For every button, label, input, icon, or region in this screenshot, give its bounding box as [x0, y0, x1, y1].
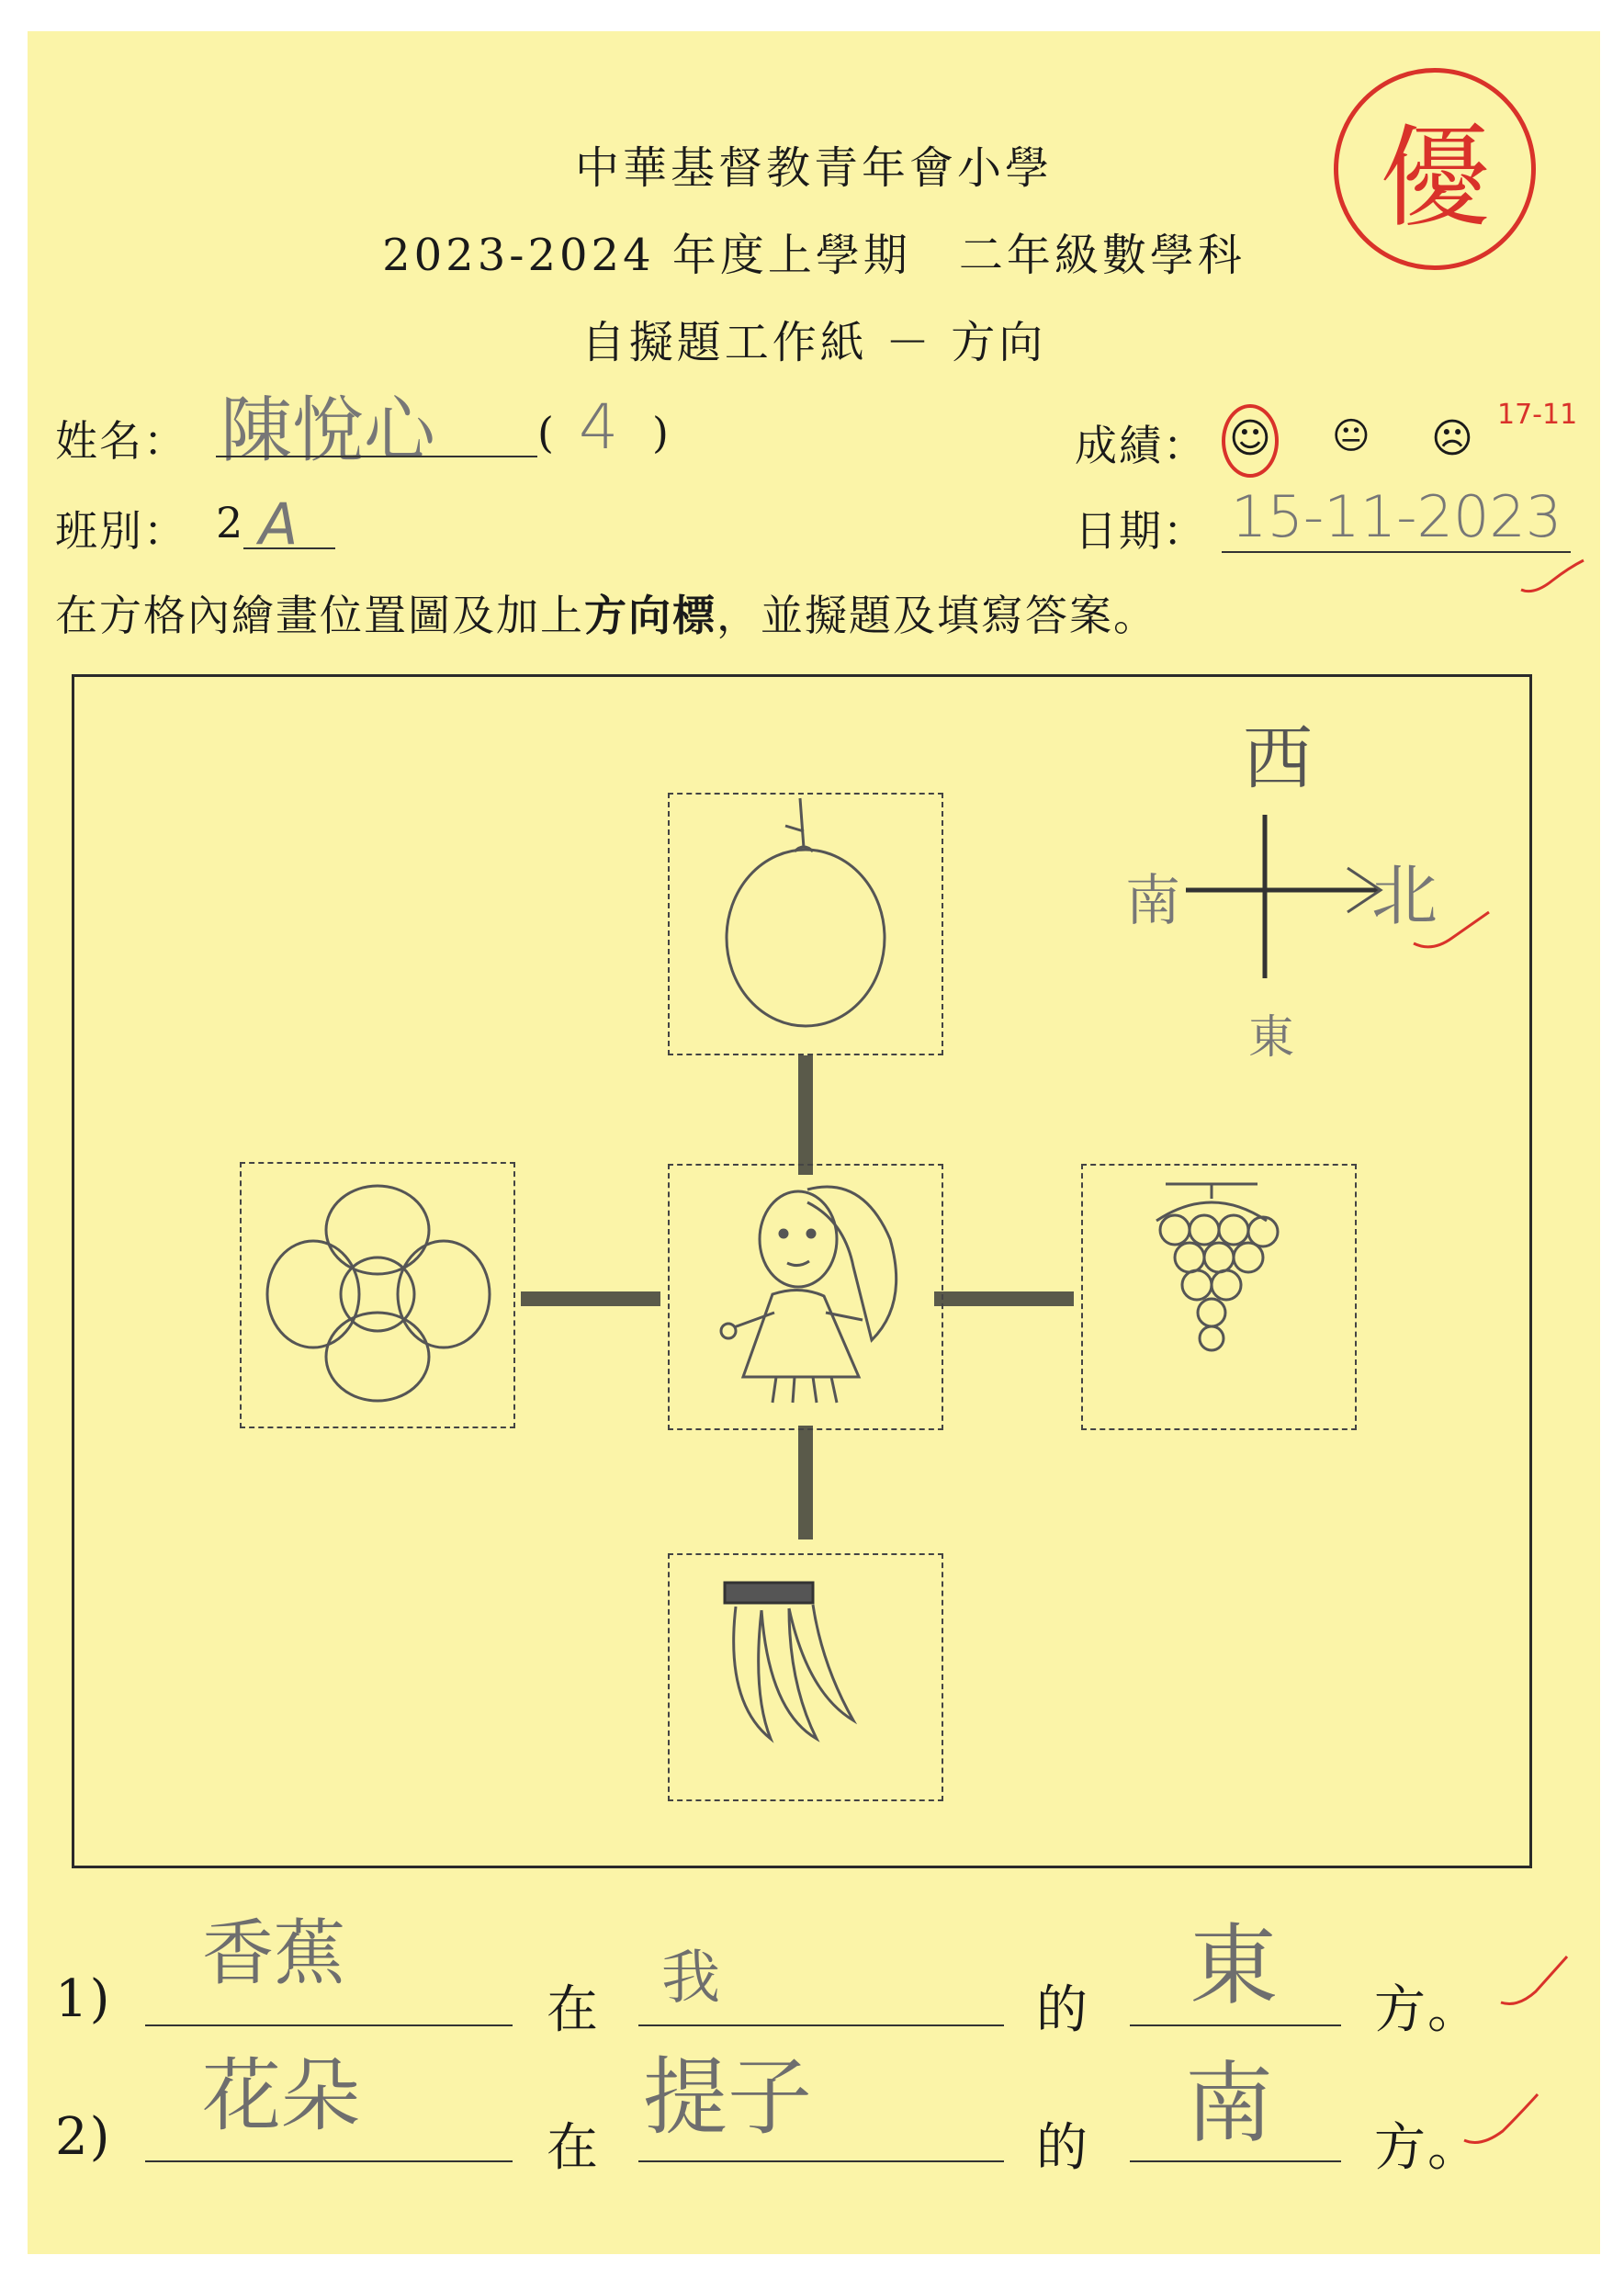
- instruction-text-2: ，並擬題及填寫答案。: [716, 591, 1157, 640]
- school-name: 中華基督教青年會小學: [574, 142, 1053, 194]
- instruction: [55, 582, 1157, 643]
- q1-of: 的: [1036, 1980, 1089, 2040]
- class-hand-value: A: [259, 491, 299, 558]
- q2-end: 方。: [1374, 2118, 1481, 2178]
- date-value: 15-11-2023: [1231, 483, 1562, 550]
- box-right: [1081, 1164, 1357, 1430]
- class-underline: [243, 547, 335, 549]
- q1-subject-line: [145, 2024, 513, 2026]
- q1-direction: 東: [1190, 1914, 1278, 2017]
- q2-of: 的: [1036, 2118, 1089, 2178]
- q1-subject: 香蕉: [202, 1912, 346, 1995]
- q2-number: 2): [55, 2107, 112, 2167]
- name-label: 姓名：: [55, 416, 187, 466]
- box-top: [668, 793, 943, 1055]
- class-number-open: (: [537, 408, 556, 457]
- q1-ref: 我: [661, 1945, 720, 2013]
- q1-check-icon: [1497, 1951, 1571, 2015]
- term-subject: 2023-2024 年度上學期 二年級數學科: [382, 230, 1246, 281]
- compass-east: 東: [1248, 1010, 1294, 1064]
- q2-direction: 南: [1185, 2052, 1273, 2155]
- compass-west: 西: [1243, 717, 1313, 799]
- class-label: 班別：: [55, 506, 187, 556]
- q1-ref-line: [638, 2024, 1004, 2026]
- name-value: 陳悅心: [220, 389, 436, 472]
- score-note: 17-11: [1497, 399, 1578, 431]
- date-label: 日期：: [1075, 506, 1207, 556]
- compass-north: 北: [1371, 857, 1438, 934]
- compass-cross-icon: [1177, 815, 1397, 980]
- name-underline: [216, 456, 537, 457]
- connector-right: [934, 1291, 1074, 1306]
- score-label: 成績：: [1075, 421, 1207, 470]
- grapes-icon: [1083, 1166, 1355, 1428]
- box-bottom: [668, 1553, 943, 1801]
- grade-stamp: [1334, 68, 1536, 270]
- flower-icon: [242, 1164, 513, 1427]
- class-number-value: 4: [579, 391, 619, 464]
- box-left: [240, 1162, 515, 1428]
- box-center: [668, 1164, 943, 1430]
- q2-ref-line: [638, 2160, 1004, 2162]
- date-underline: [1222, 551, 1571, 553]
- sad-face-icon: ☹: [1431, 415, 1473, 462]
- instruction-bold: 方向標: [584, 591, 716, 640]
- drawing-frame: [72, 674, 1532, 1868]
- compass-check-icon: [1410, 907, 1493, 962]
- grade-stamp-text: 優: [1380, 115, 1490, 242]
- worksheet-paper: [28, 31, 1600, 2254]
- neutral-face-icon: 😐: [1332, 415, 1370, 457]
- instruction-text-1: 在方格內繪畫位置圖及加上: [55, 591, 584, 640]
- q2-subject-line: [145, 2160, 513, 2162]
- q1-direction-line: [1130, 2024, 1341, 2026]
- q2-check-icon: [1460, 2089, 1543, 2153]
- connector-left: [521, 1291, 660, 1306]
- worksheet-title: 自擬題工作紙 － 方向: [581, 317, 1047, 368]
- banana-icon: [670, 1555, 942, 1799]
- girl-icon: [670, 1166, 942, 1428]
- q2-ref: 提子: [643, 2048, 813, 2147]
- class-printed-value: 2: [216, 498, 245, 547]
- q1-in: 在: [547, 1980, 600, 2040]
- q2-direction-line: [1130, 2160, 1341, 2162]
- date-check-icon: [1516, 555, 1589, 601]
- compass-south: 南: [1125, 869, 1180, 933]
- q2-subject: 花朵: [202, 2050, 360, 2142]
- q1-end: 方。: [1374, 1980, 1481, 2040]
- apple-icon: [670, 795, 942, 1054]
- q2-in: 在: [547, 2118, 600, 2178]
- connector-top: [798, 1055, 813, 1175]
- smile-face-icon: ☺: [1229, 415, 1271, 462]
- class-number-close: ): [652, 408, 671, 457]
- q1-number: 1): [55, 1969, 112, 2029]
- connector-bottom: [798, 1426, 813, 1539]
